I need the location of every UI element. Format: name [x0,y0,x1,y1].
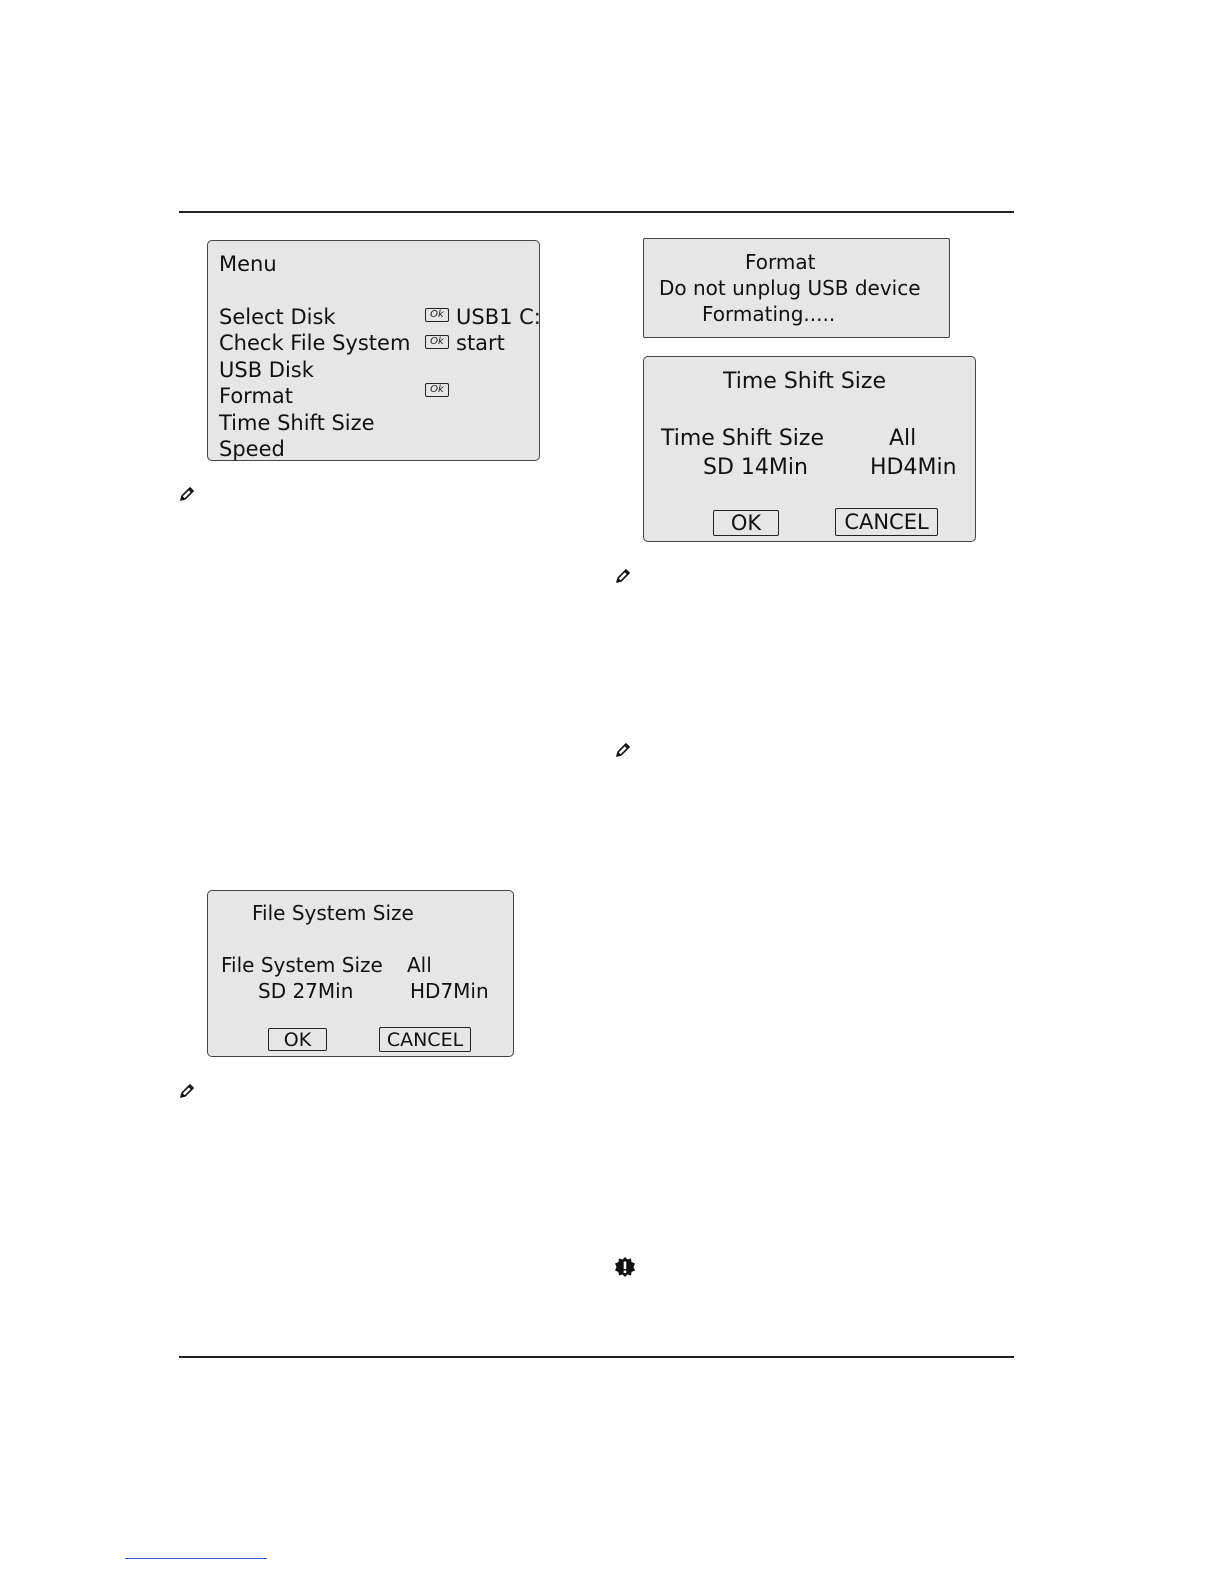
menu-item-time-shift-size[interactable]: Time Shift Size [219,411,375,435]
menu-title: Menu [219,252,277,276]
bottom-link-underline [125,1558,267,1559]
sd-duration: SD 27Min [258,979,354,1003]
menu-panel [207,240,540,461]
ok-key-icon: Ok [425,308,449,322]
pencil-icon [614,741,632,759]
important-icon [614,1256,636,1278]
menu-item-speed[interactable]: Speed [219,437,285,461]
footer-rule [179,1356,1014,1358]
hd-duration: HD7Min [410,979,489,1003]
ok-key-icon: Ok [425,335,449,349]
sd-duration: SD 14Min [703,455,808,480]
file-system-size-label: File System Size [221,953,383,977]
format-warning: Do not unplug USB device [659,276,921,300]
pencil-icon [178,1082,196,1100]
menu-item-format[interactable]: Format [219,384,294,408]
time-shift-size-dialog [643,356,976,542]
pencil-icon [614,567,632,585]
format-title: Format [745,250,816,274]
pencil-icon [178,485,196,503]
menu-item-check-file-system[interactable]: Check File System [219,331,411,355]
file-system-size-dialog [207,890,514,1057]
hd-duration: HD4Min [870,455,957,480]
time-shift-size-label: Time Shift Size [661,426,824,451]
ok-button[interactable]: OK [713,510,779,536]
ok-button[interactable]: OK [268,1028,327,1051]
ok-key-icon: Ok [425,383,449,397]
dialog-title: File System Size [252,901,414,925]
header-rule [179,211,1014,213]
cancel-button[interactable]: CANCEL [379,1027,471,1052]
select-disk-value: USB1 C: [456,305,541,329]
cancel-button[interactable]: CANCEL [835,508,938,536]
check-file-system-value: start [456,331,505,355]
dialog-title: Time Shift Size [723,369,886,394]
format-status: Formating..... [702,302,836,326]
menu-item-usb-disk[interactable]: USB Disk [219,358,314,382]
menu-item-select-disk[interactable]: Select Disk [219,305,336,329]
format-dialog [643,238,950,338]
file-system-size-value[interactable]: All [407,953,432,977]
time-shift-size-value[interactable]: All [889,426,917,451]
